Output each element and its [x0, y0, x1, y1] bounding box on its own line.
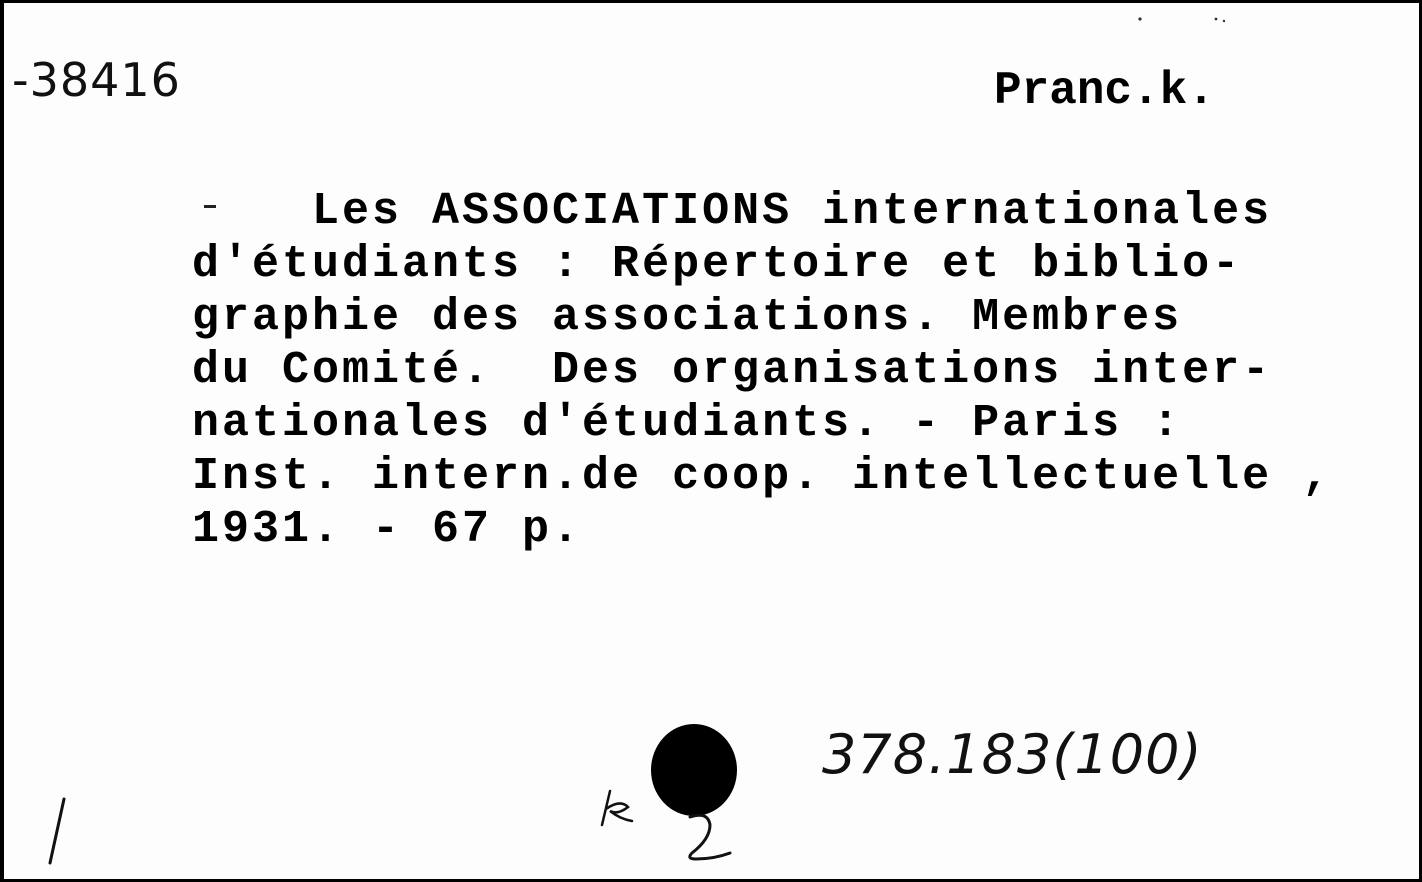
- paper-specks: [1124, 9, 1234, 29]
- handwritten-k-mark: [592, 785, 636, 831]
- accession-number: -38416: [12, 53, 181, 107]
- classification-number: 378.183(100): [822, 723, 1203, 786]
- entry-line: Inst. intern.de coop. intellectuelle ,: [192, 451, 1333, 502]
- entry-line: 1931. - 67 p.: [192, 504, 583, 555]
- entry-line: Les ASSOCIATIONS internationales: [192, 186, 1273, 237]
- handwritten-tick-mark: [42, 795, 72, 867]
- handwritten-2-mark: [674, 809, 736, 865]
- entry-line: nationales d'étudiants. - Paris :: [192, 398, 1183, 449]
- punch-hole-icon: [651, 724, 737, 816]
- bibliographic-entry: [192, 186, 1382, 589]
- shelfmark: Pranc.k.: [994, 65, 1215, 117]
- entry-line: du Comité. Des organisations inter-: [192, 345, 1273, 396]
- entry-line: graphie des associations. Membres: [192, 292, 1183, 343]
- entry-line: d'étudiants : Répertoire et biblio-: [192, 239, 1243, 290]
